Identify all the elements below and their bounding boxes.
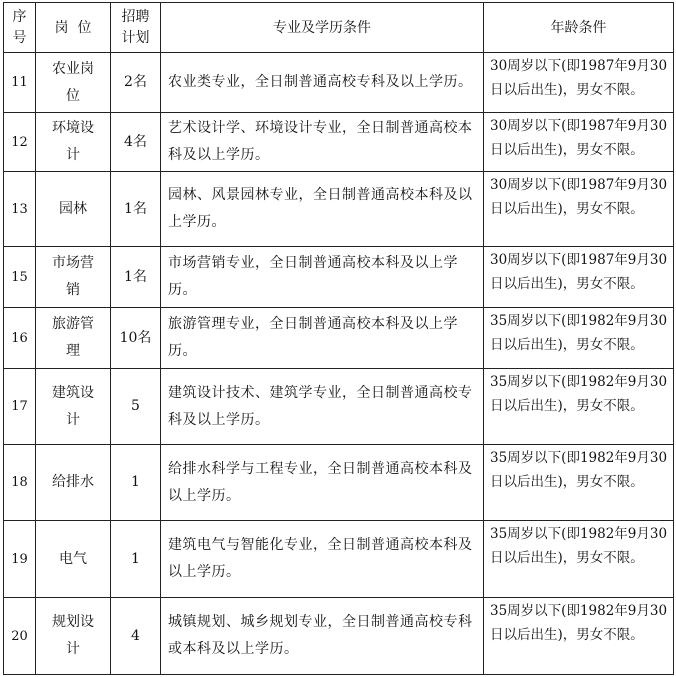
cell-plan: 10名 (111, 308, 161, 369)
cell-plan: 1 (111, 445, 161, 521)
table-row (4, 247, 674, 308)
header-major: 专业及学历条件 (161, 3, 484, 53)
header-plan: 招聘计划 (111, 3, 161, 53)
recruitment-table (3, 2, 674, 675)
cell-age: 30周岁以下(即1987年9月30日以后出生)，男女不限。 (484, 113, 674, 172)
cell-major: 给排水科学与工程专业，全日制普通高校本科及以上学历。 (161, 445, 484, 521)
cell-seq: 20 (4, 598, 36, 675)
cell-age: 35周岁以下(即1982年9月30日以后出生)，男女不限。 (484, 308, 674, 369)
cell-age: 30周岁以下(即1987年9月30日以后出生)，男女不限。 (484, 247, 674, 308)
cell-plan: 4名 (111, 113, 161, 172)
table-row (4, 53, 674, 113)
cell-seq: 16 (4, 308, 36, 369)
cell-seq: 13 (4, 172, 36, 247)
cell-plan: 5 (111, 369, 161, 445)
cell-age: 30周岁以下(即1987年9月30日以后出生)，男女不限。 (484, 53, 674, 113)
cell-major: 建筑设计技术、建筑学专业，全日制普通高校专科及以上学历。 (161, 369, 484, 445)
table-row (4, 172, 674, 247)
cell-position: 农业岗位 (36, 53, 111, 113)
cell-seq: 19 (4, 521, 36, 598)
cell-plan: 1 (111, 521, 161, 598)
cell-seq: 12 (4, 113, 36, 172)
cell-age: 35周岁以下(即1982年9月30日以后出生)，男女不限。 (484, 598, 674, 675)
cell-position: 环境设计 (36, 113, 111, 172)
cell-seq: 18 (4, 445, 36, 521)
cell-plan: 4 (111, 598, 161, 675)
header-age: 年龄条件 (484, 3, 674, 53)
cell-age: 35周岁以下(即1982年9月30日以后出生)，男女不限。 (484, 369, 674, 445)
table-row (4, 113, 674, 172)
cell-age: 35周岁以下(即1982年9月30日以后出生)，男女不限。 (484, 521, 674, 598)
cell-position: 给排水 (36, 445, 111, 521)
cell-position: 建筑设计 (36, 369, 111, 445)
cell-major: 园林、风景园林专业，全日制普通高校本科及以上学历。 (161, 172, 484, 247)
table-row (4, 369, 674, 445)
cell-age: 35周岁以下(即1982年9月30日以后出生)，男女不限。 (484, 445, 674, 521)
cell-seq: 11 (4, 53, 36, 113)
cell-age: 30周岁以下(即1987年9月30日以后出生)，男女不限。 (484, 172, 674, 247)
cell-position: 旅游管理 (36, 308, 111, 369)
cell-seq: 17 (4, 369, 36, 445)
cell-seq: 15 (4, 247, 36, 308)
header-position: 岗 位 (36, 3, 111, 53)
cell-position: 市场营销 (36, 247, 111, 308)
table-row (4, 308, 674, 369)
cell-major: 城镇规划、城乡规划专业，全日制普通高校专科或本科及以上学历。 (161, 598, 484, 675)
header-row (4, 3, 674, 53)
table-row (4, 521, 674, 598)
cell-position: 规划设计 (36, 598, 111, 675)
table-row (4, 445, 674, 521)
cell-major: 艺术设计学、环境设计专业，全日制普通高校本科及以上学历。 (161, 113, 484, 172)
cell-major: 市场营销专业，全日制普通高校本科及以上学历。 (161, 247, 484, 308)
cell-plan: 1名 (111, 247, 161, 308)
cell-plan: 2名 (111, 53, 161, 113)
cell-position: 电气 (36, 521, 111, 598)
cell-plan: 1名 (111, 172, 161, 247)
cell-major: 旅游管理专业，全日制普通高校本科及以上学历。 (161, 308, 484, 369)
cell-position: 园林 (36, 172, 111, 247)
cell-major: 建筑电气与智能化专业，全日制普通高校本科及以上学历。 (161, 521, 484, 598)
header-seq: 序号 (4, 3, 36, 53)
cell-major: 农业类专业，全日制普通高校专科及以上学历。 (161, 53, 484, 113)
table-row (4, 598, 674, 675)
